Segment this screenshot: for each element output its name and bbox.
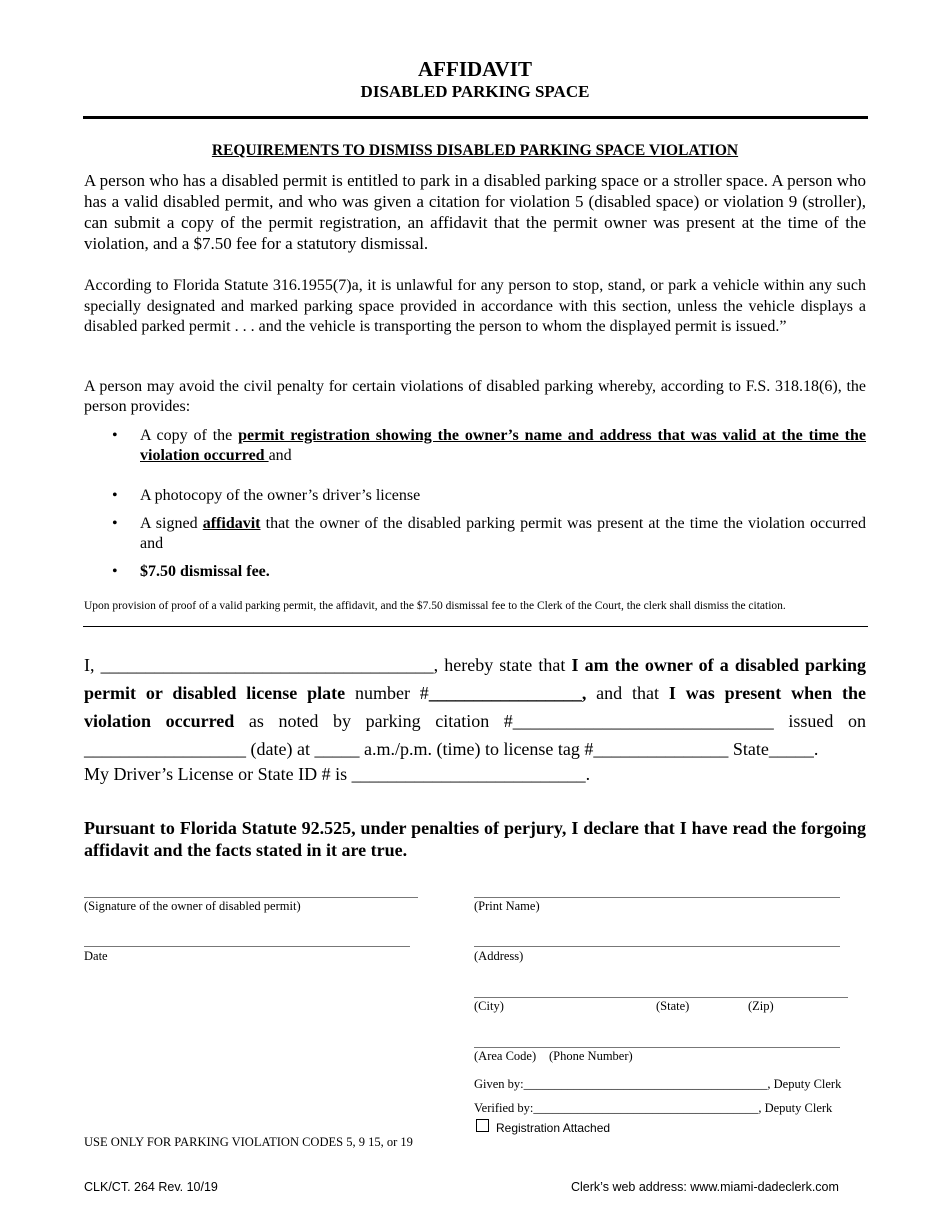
time-blank[interactable]: _____ (314, 739, 360, 759)
citation-number-blank[interactable]: _____________________________ (512, 711, 774, 731)
print-name-line[interactable] (474, 897, 840, 898)
page-subtitle: DISABLED PARKING SPACE (360, 82, 590, 101)
statute-paragraph: According to Florida Statute 316.1955(7)a, it is unlawful for any person to stop, stand, or park a vehicle within any such specially designated and marked parking space provided in accordance with this section, unless the vehicle displays a disabled parked permit . . . and the vehicle is transporting the person to whom the displayed permit is issued.” (84, 277, 866, 335)
date-caption: Date (84, 949, 108, 963)
state-blank[interactable]: _____ (768, 739, 814, 759)
civil-penalty-paragraph: A person may avoid the civil penalty for certain violations of disabled parking whereby, according to F.S. 318.18(6), the person provides: (84, 378, 866, 415)
city-state-zip-line[interactable] (474, 997, 848, 998)
list-item: • $7.50 dismissal fee. (112, 563, 270, 580)
bullet-icon: • (112, 563, 118, 580)
address-line[interactable] (474, 946, 840, 947)
page-title: AFFIDAVIT (418, 57, 532, 81)
date-blank[interactable]: __________________ (84, 739, 246, 759)
requirements-paragraph-1: A person who has a disabled permit is entitled to park in a disabled parking space or a stroller space. A person who has a valid disabled permit, and who was given a citation for violation 5 (disabled space) or violation 9 (stroller), can submit a copy of the permit registration, an affidavit that the permit owner was present at the time of the violation, and a $7.50 fee for a statutory dismissal. (84, 171, 866, 253)
perjury-declaration: Pursuant to Florida Statute 92.525, under penalties of perjury, I declare that I have read the forgoing affidavit and the facts stated in it are true. (84, 818, 866, 860)
bullet-icon: • (112, 515, 118, 532)
drivers-license-line[interactable]: My Driver’s License or State ID # is __________________________. (84, 764, 591, 784)
section-divider (83, 626, 868, 627)
given-by-field[interactable]: Given by:_______________________________________, Deputy Clerk (474, 1077, 842, 1091)
requirements-heading: REQUIREMENTS TO DISMISS DISABLED PARKING SPACE VIOLATION (211, 142, 739, 159)
phone-line[interactable] (474, 1047, 840, 1048)
list-item: • A signed affidavit that the owner of the disabled parking permit was present at the time the violation occurred and (112, 515, 866, 552)
owner-signature-line[interactable] (84, 897, 418, 898)
list-item: • A copy of the permit registration showing the owner’s name and address that was valid at the time the violation occurred and (112, 427, 867, 464)
license-tag-blank[interactable]: _______________ (593, 739, 729, 759)
city-caption: (City) (474, 999, 504, 1013)
phone-number-caption: (Phone Number) (549, 1049, 633, 1063)
affidavit-statement: I, _____________________________________, hereby state that I am the owner of a disabled parking permit or disabled license plate number #_________________, and that I was present when the violation occurred as noted by parking citation #_____________________________ issued on __________________ (date) at _____ a.m./p.m. (time) to license tag #_______________ State_____. (84, 655, 867, 759)
bullet-icon: • (112, 427, 118, 444)
verified-by-field[interactable]: Verified by:____________________________________, Deputy Clerk (474, 1101, 833, 1115)
bullet-icon: • (112, 487, 118, 504)
date-line[interactable] (84, 946, 410, 947)
zip-caption: (Zip) (748, 999, 774, 1013)
dismissal-note: Upon provision of proof of a valid parking permit, the affidavit, and the $7.50 dismissal fee to the Clerk of the Court, the clerk shall dismiss the citation. (84, 600, 786, 612)
owner-name-blank[interactable]: _____________________________________ (100, 655, 434, 675)
checkbox-icon[interactable] (476, 1119, 489, 1132)
list-item: • A photocopy of the owner’s driver’s license (112, 487, 421, 504)
permit-number-blank[interactable]: _________________ (428, 683, 582, 703)
registration-attached-label: Registration Attached (496, 1121, 611, 1135)
header-divider (83, 116, 868, 119)
owner-signature-caption: (Signature of the owner of disabled permit) (84, 899, 301, 913)
clerk-web-address: Clerk’s web address: www.miami-dadeclerk.com (571, 1180, 839, 1194)
address-caption: (Address) (474, 949, 524, 963)
requirements-list (108, 426, 866, 582)
form-id: CLK/CT. 264 Rev. 10/19 (84, 1180, 218, 1194)
violation-codes-note: USE ONLY FOR PARKING VIOLATION CODES 5, 9 15, or 19 (84, 1135, 413, 1149)
print-name-caption: (Print Name) (474, 899, 540, 913)
area-code-caption: (Area Code) (474, 1049, 537, 1063)
state-caption: (State) (656, 999, 690, 1013)
